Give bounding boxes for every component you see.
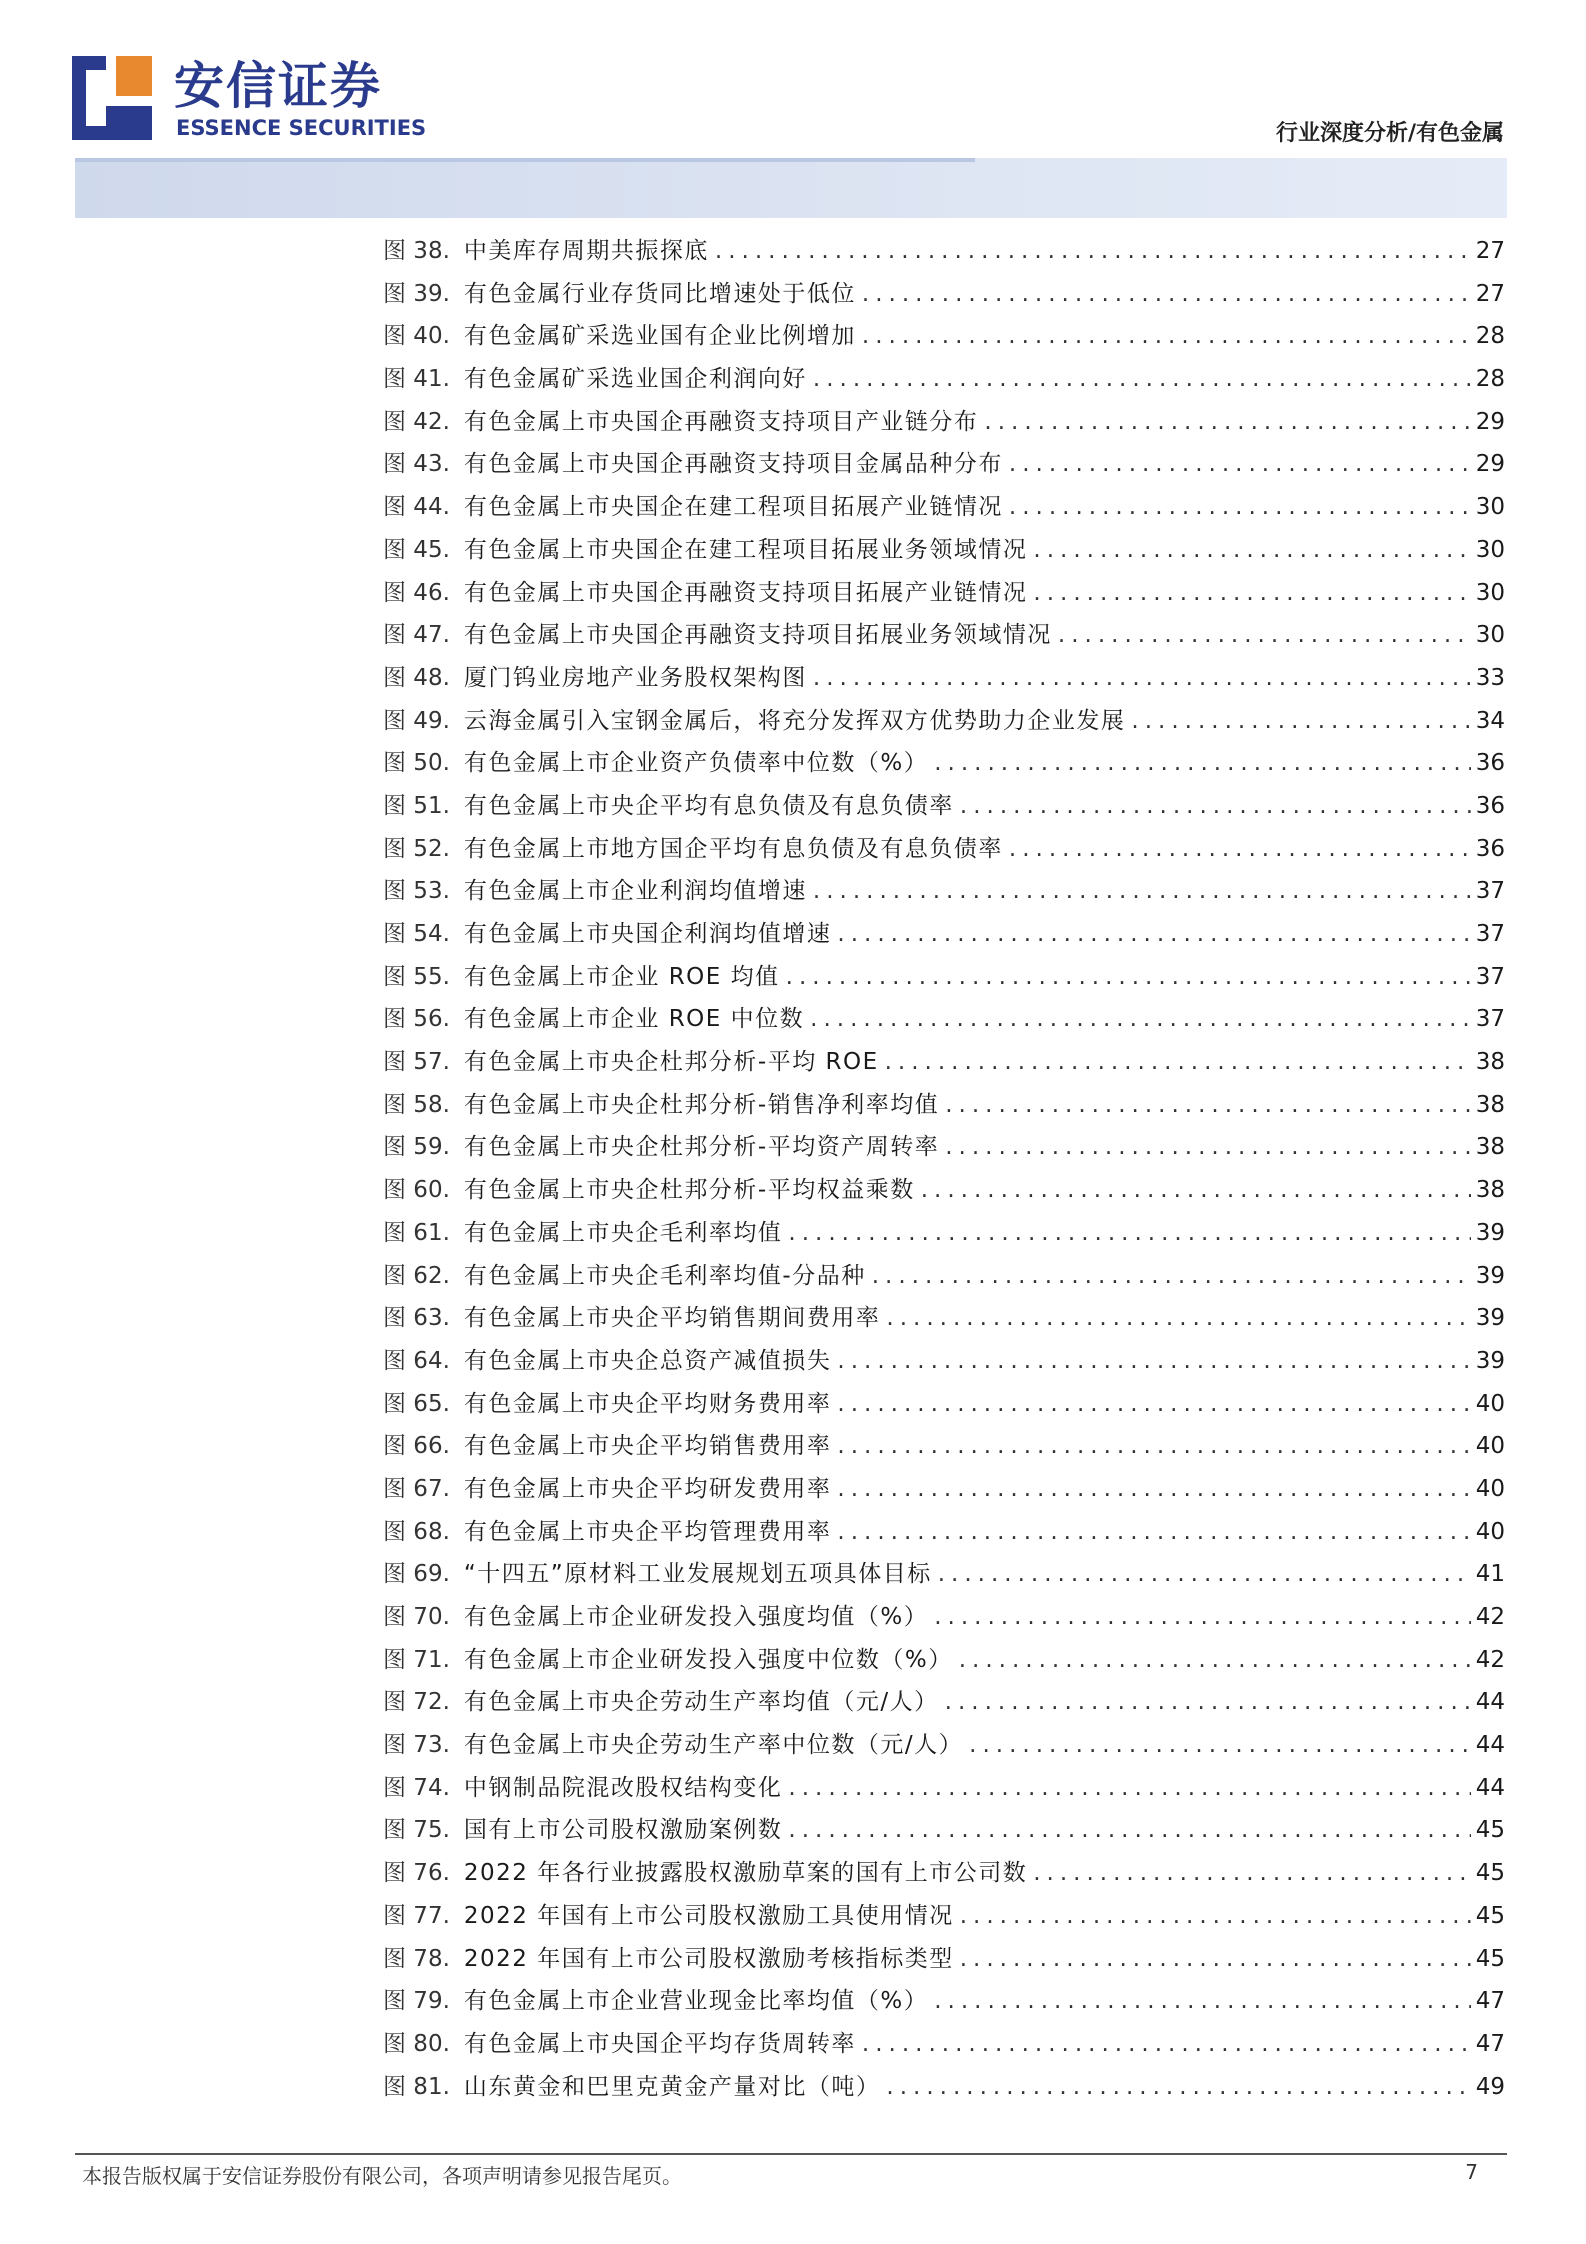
- toc-entry-label: 图 59.: [383, 1134, 450, 1161]
- toc-entry-label: 图 45.: [383, 536, 450, 563]
- toc-entry-title: 有色金属上市央企劳动生产率中位数（元/人）: [463, 1732, 964, 1759]
- toc-entry-page: 37: [1475, 878, 1505, 905]
- toc-entry-title: 有色金属上市央国企平均存货周转率: [463, 2030, 856, 2057]
- toc-entry-page: 37: [1475, 963, 1505, 990]
- toc-entry-title: “十四五”原材料工业发展规划五项具体目标: [463, 1561, 932, 1588]
- toc-entry[interactable]: [383, 828, 1505, 871]
- toc-entry-label: 图 72.: [383, 1689, 450, 1716]
- toc-entry-page: 38: [1475, 1134, 1505, 1161]
- toc-entry-label: 图 60.: [383, 1177, 450, 1204]
- toc-entry[interactable]: [383, 1596, 1505, 1639]
- toc-entry-title: 有色金属上市央企毛利率均值-分品种: [463, 1262, 866, 1289]
- toc-entry-title: 有色金属上市央企杜邦分析-平均 ROE: [463, 1049, 879, 1076]
- toc-entry-page: 30: [1475, 494, 1505, 521]
- toc-entry[interactable]: [383, 1852, 1505, 1895]
- toc-dot-leader: [856, 2023, 1471, 2066]
- toc-entry-page: 30: [1475, 536, 1505, 563]
- toc-entry-title: 有色金属上市央企平均销售费用率: [463, 1433, 832, 1460]
- toc-entry-page: 45: [1475, 1817, 1505, 1844]
- toc-entry[interactable]: [383, 1297, 1505, 1340]
- toc-entry-label: 图 41.: [383, 366, 450, 393]
- toc-entry-label: 图 50.: [383, 750, 450, 777]
- toc-entry[interactable]: [383, 1169, 1505, 1212]
- toc-entry-page: 44: [1475, 1774, 1505, 1801]
- toc-entry-title: 有色金属上市企业研发投入强度中位数（%）: [463, 1646, 953, 1673]
- toc-dot-leader: [831, 913, 1471, 956]
- toc-entry-label: 图 67.: [383, 1475, 450, 1502]
- toc-dot-leader: [954, 1938, 1471, 1981]
- toc-entry-page: 27: [1475, 280, 1505, 307]
- toc-entry[interactable]: [383, 742, 1505, 785]
- toc-entry-label: 图 80.: [383, 2030, 450, 2057]
- toc-entry-page: 33: [1475, 664, 1505, 691]
- toc-entry-page: 40: [1475, 1433, 1505, 1460]
- toc-dot-leader: [831, 1340, 1471, 1383]
- toc-dot-leader: [928, 742, 1471, 785]
- toc-entry-label: 图 42.: [383, 408, 450, 435]
- toc-entry-title: 有色金属矿采选业国企利润向好: [463, 366, 807, 393]
- toc-entry-label: 图 66.: [383, 1433, 450, 1460]
- toc-entry-page: 27: [1475, 238, 1505, 264]
- toc-dot-leader: [928, 1980, 1471, 2023]
- toc-entry-title: 有色金属上市企业营业现金比率均值（%）: [463, 1988, 929, 2015]
- toc-entry-label: 图 53.: [383, 878, 450, 905]
- toc-entry-title: 有色金属上市央企杜邦分析-平均资产周转率: [463, 1134, 940, 1161]
- toc-entry-label: 图 55.: [383, 963, 450, 990]
- toc-entry[interactable]: [383, 1681, 1505, 1724]
- toc-dot-leader: [880, 2066, 1471, 2109]
- toc-dot-leader: [954, 1895, 1471, 1938]
- toc-entry-title: 国有上市公司股权激励案例数: [463, 1817, 783, 1844]
- toc-entry-page: 38: [1475, 1091, 1505, 1118]
- toc-entry-page: 40: [1475, 1475, 1505, 1502]
- toc-entry-title: 有色金属上市央企毛利率均值: [463, 1219, 783, 1246]
- toc-entry[interactable]: [383, 443, 1505, 486]
- toc-dot-leader: [1027, 572, 1471, 615]
- logo-english-name: ESSENCE SECURITIES: [176, 116, 427, 140]
- toc-entry[interactable]: [383, 572, 1505, 615]
- toc-dot-leader: [928, 1596, 1471, 1639]
- toc-entry-label: 图 51.: [383, 792, 450, 819]
- toc-dot-leader: [782, 1809, 1471, 1852]
- toc-dot-leader: [1052, 614, 1471, 657]
- toc-dot-leader: [831, 1468, 1471, 1511]
- toc-entry-title: 中美库存周期共振探底: [463, 238, 709, 264]
- toc-entry-title: 中钢制品院混改股权结构变化: [463, 1774, 783, 1801]
- toc-entry-label: 图 52.: [383, 835, 450, 862]
- page-number: 7: [1465, 2160, 1478, 2184]
- toc-entry[interactable]: [383, 913, 1505, 956]
- toc-entry-title: 有色金属上市央国企利润均值增速: [463, 921, 832, 947]
- toc-entry[interactable]: [383, 1895, 1505, 1938]
- toc-entry-label: 图 76.: [383, 1860, 450, 1887]
- toc-entry-label: 图 43.: [383, 451, 450, 478]
- toc-entry[interactable]: [383, 785, 1505, 828]
- toc-entry[interactable]: [383, 2023, 1505, 2066]
- toc-entry[interactable]: [383, 1938, 1505, 1981]
- company-logo: [72, 56, 492, 146]
- toc-entry-label: 图 56.: [383, 1006, 450, 1033]
- toc-entry-title: 山东黄金和巴里克黄金产量对比（吨）: [463, 2073, 881, 2100]
- toc-entry[interactable]: [383, 1383, 1505, 1426]
- toc-dot-leader: [954, 785, 1471, 828]
- toc-entry[interactable]: [383, 1084, 1505, 1127]
- toc-dot-leader: [804, 998, 1471, 1041]
- toc-entry-page: 29: [1475, 408, 1505, 435]
- toc-dot-leader: [807, 657, 1471, 700]
- toc-dot-leader: [807, 870, 1471, 913]
- toc-entry-label: 图 44.: [383, 494, 450, 521]
- toc-entry[interactable]: [383, 1126, 1505, 1169]
- toc-entry-label: 图 62.: [383, 1262, 450, 1289]
- toc-dot-leader: [831, 1425, 1471, 1468]
- toc-entry[interactable]: [383, 1468, 1505, 1511]
- toc-dot-leader: [953, 1639, 1471, 1682]
- toc-entry-label: 图 61.: [383, 1219, 450, 1246]
- toc-entry-page: 47: [1475, 2030, 1505, 2057]
- toc-entry[interactable]: [383, 1340, 1505, 1383]
- toc-entry-title: 有色金属上市央企劳动生产率均值（元/人）: [463, 1689, 939, 1716]
- toc-entry[interactable]: [383, 998, 1505, 1041]
- toc-entry-label: 图 64.: [383, 1347, 450, 1374]
- toc-dot-leader: [1003, 486, 1471, 529]
- toc-entry[interactable]: [383, 401, 1505, 444]
- footer-divider: [75, 2153, 1507, 2155]
- toc-entry-label: 图 74.: [383, 1774, 450, 1801]
- toc-entry-title: 有色金属上市央国企再融资支持项目金属品种分布: [463, 451, 1003, 478]
- toc-entry-page: 36: [1475, 835, 1505, 862]
- toc-entry-page: 28: [1475, 366, 1505, 393]
- toc-entry[interactable]: [383, 1809, 1505, 1852]
- toc-entry-label: 图 40.: [383, 323, 450, 350]
- toc-entry-page: 29: [1475, 451, 1505, 478]
- toc-entry-page: 45: [1475, 1945, 1505, 1972]
- toc-entry-title: 有色金属上市央企平均有息负债及有息负债率: [463, 792, 954, 819]
- toc-entry-page: 34: [1475, 707, 1505, 734]
- toc-entry-title: 有色金属上市企业 ROE 均值: [463, 963, 780, 990]
- toc-dot-leader: [1125, 700, 1471, 743]
- toc-entry-title: 有色金属上市企业资产负债率中位数（%）: [463, 750, 929, 777]
- toc-entry[interactable]: [383, 529, 1505, 572]
- toc-dot-leader: [963, 1724, 1471, 1767]
- toc-entry[interactable]: [383, 1553, 1505, 1596]
- toc-entry-page: 28: [1475, 323, 1505, 350]
- toc-entry-page: 39: [1475, 1219, 1505, 1246]
- toc-entry-title: 有色金属上市地方国企平均有息负债及有息负债率: [463, 835, 1003, 862]
- toc-entry-page: 44: [1475, 1689, 1505, 1716]
- toc-entry[interactable]: [383, 956, 1505, 999]
- toc-entry-title: 2022 年各行业披露股权激励草案的国有上市公司数: [463, 1860, 1028, 1887]
- toc-dot-leader: [939, 1126, 1471, 1169]
- toc-entry-page: 38: [1475, 1049, 1505, 1076]
- toc-dot-leader: [807, 358, 1471, 401]
- toc-dot-leader: [782, 1767, 1471, 1810]
- toc-entry-page: 39: [1475, 1262, 1505, 1289]
- footer-disclaimer: 本报告版权属于安信证券股份有限公司，各项声明请参见报告尾页。: [82, 2164, 682, 2188]
- toc-dot-leader: [1003, 828, 1471, 871]
- toc-entry-page: 44: [1475, 1732, 1505, 1759]
- toc-entry[interactable]: [383, 657, 1505, 700]
- toc-entry[interactable]: [383, 1212, 1505, 1255]
- toc-dot-leader: [782, 1212, 1471, 1255]
- toc-entry-page: 39: [1475, 1305, 1505, 1332]
- toc-entry[interactable]: [383, 315, 1505, 358]
- toc-entry-title: 有色金属上市央国企在建工程项目拓展业务领域情况: [463, 536, 1028, 563]
- toc-entry-title: 有色金属上市央国企再融资支持项目拓展产业链情况: [463, 579, 1028, 606]
- toc-entry[interactable]: [383, 700, 1505, 743]
- toc-entry-label: 图 58.: [383, 1091, 450, 1118]
- toc-dot-leader: [879, 1041, 1471, 1084]
- logo-chinese-name: 安信证券: [174, 57, 382, 115]
- toc-dot-leader: [856, 315, 1471, 358]
- toc-entry-label: 图 70.: [383, 1604, 450, 1630]
- toc-dot-leader: [780, 956, 1471, 999]
- toc-entry-page: 40: [1475, 1518, 1505, 1545]
- toc-entry-title: 有色金属上市央企平均财务费用率: [463, 1390, 832, 1417]
- toc-entry-page: 37: [1475, 1006, 1505, 1033]
- toc-entry-label: 图 46.: [383, 579, 450, 606]
- toc-entry-label: 图 68.: [383, 1518, 450, 1545]
- toc-entry-title: 云海金属引入宝钢金属后，将充分发挥双方优势助力企业发展: [463, 707, 1126, 734]
- toc-entry[interactable]: [383, 486, 1505, 529]
- toc-entry-page: 45: [1475, 1860, 1505, 1887]
- toc-entry-label: 图 38.: [383, 238, 450, 264]
- toc-entry-page: 49: [1475, 2073, 1505, 2100]
- toc-dot-leader: [831, 1383, 1471, 1426]
- toc-entry-page: 40: [1475, 1390, 1505, 1417]
- figure-list: [383, 230, 1505, 2108]
- toc-dot-leader: [939, 1084, 1471, 1127]
- toc-entry-title: 有色金属上市央国企再融资支持项目产业链分布: [463, 408, 979, 435]
- toc-entry-label: 图 73.: [383, 1732, 450, 1759]
- toc-entry[interactable]: [383, 1511, 1505, 1554]
- toc-entry[interactable]: [383, 2066, 1505, 2109]
- header-band-accent: [75, 158, 975, 162]
- toc-entry-title: 有色金属矿采选业国有企业比例增加: [463, 323, 856, 350]
- toc-entry[interactable]: [383, 1724, 1505, 1767]
- toc-entry-title: 有色金属上市企业研发投入强度均值（%）: [463, 1604, 929, 1630]
- toc-entry-label: 图 54.: [383, 921, 450, 947]
- toc-entry-title: 有色金属上市央企平均销售期间费用率: [463, 1305, 881, 1332]
- toc-entry[interactable]: [383, 358, 1505, 401]
- toc-entry[interactable]: [383, 1639, 1505, 1682]
- toc-entry[interactable]: [383, 870, 1505, 913]
- toc-entry-label: 图 71.: [383, 1646, 450, 1673]
- toc-entry[interactable]: [383, 1980, 1505, 2023]
- toc-dot-leader: [932, 1553, 1471, 1596]
- toc-entry-label: 图 81.: [383, 2073, 450, 2100]
- header-band: [75, 158, 1507, 218]
- toc-dot-leader: [978, 401, 1471, 444]
- toc-entry-title: 有色金属上市央国企再融资支持项目拓展业务领域情况: [463, 622, 1052, 649]
- toc-entry-label: 图 63.: [383, 1305, 450, 1332]
- toc-dot-leader: [1027, 529, 1471, 572]
- toc-entry-label: 图 77.: [383, 1902, 450, 1929]
- toc-entry-title: 有色金属上市央企平均管理费用率: [463, 1518, 832, 1545]
- toc-entry-page: 42: [1475, 1646, 1505, 1673]
- toc-entry[interactable]: [383, 273, 1505, 316]
- toc-entry-title: 有色金属上市企业利润均值增速: [463, 878, 807, 905]
- toc-dot-leader: [831, 1511, 1471, 1554]
- toc-entry-title: 2022 年国有上市公司股权激励考核指标类型: [463, 1945, 954, 1972]
- toc-entry-label: 图 39.: [383, 280, 450, 307]
- toc-entry[interactable]: [383, 1767, 1505, 1810]
- toc-dot-leader: [856, 273, 1471, 316]
- toc-dot-leader: [939, 1681, 1471, 1724]
- toc-entry-page: 39: [1475, 1347, 1505, 1374]
- toc-entry-label: 图 79.: [383, 1988, 450, 2015]
- toc-entry-title: 有色金属上市企业 ROE 中位数: [463, 1006, 805, 1033]
- toc-entry-title: 厦门钨业房地产业务股权架构图: [463, 664, 807, 691]
- toc-entry-page: 36: [1475, 792, 1505, 819]
- toc-entry-page: 41: [1475, 1561, 1505, 1588]
- toc-entry-label: 图 65.: [383, 1390, 450, 1417]
- toc-entry[interactable]: [383, 1041, 1505, 1084]
- toc-entry-label: 图 47.: [383, 622, 450, 649]
- toc-dot-leader: [880, 1297, 1471, 1340]
- toc-entry-title: 有色金属上市央企平均研发费用率: [463, 1475, 832, 1502]
- toc-entry-page: 45: [1475, 1902, 1505, 1929]
- toc-entry-title: 有色金属上市央企杜邦分析-平均权益乘数: [463, 1177, 915, 1204]
- toc-entry-title: 有色金属上市央国企在建工程项目拓展产业链情况: [463, 494, 1003, 521]
- toc-entry[interactable]: [383, 1425, 1505, 1468]
- toc-entry-title: 有色金属上市央企总资产减值损失: [463, 1347, 832, 1374]
- toc-entry[interactable]: [383, 614, 1505, 657]
- report-category: 行业深度分析/有色金属: [1275, 121, 1504, 146]
- toc-entry-label: 图 78.: [383, 1945, 450, 1972]
- toc-entry-label: 图 48.: [383, 664, 450, 691]
- toc-entry-page: 38: [1475, 1177, 1505, 1204]
- toc-entry-page: 42: [1475, 1604, 1505, 1630]
- toc-entry-page: 30: [1475, 579, 1505, 606]
- toc-dot-leader: [1027, 1852, 1471, 1895]
- essence-logo-icon: [72, 56, 152, 140]
- toc-entry-page: 47: [1475, 1988, 1505, 2015]
- toc-dot-leader: [1003, 443, 1471, 486]
- toc-entry-label: 图 69.: [383, 1561, 450, 1588]
- toc-entry-title: 有色金属上市央企杜邦分析-销售净利率均值: [463, 1091, 940, 1118]
- toc-entry-page: 36: [1475, 750, 1505, 777]
- toc-entry-label: 图 49.: [383, 707, 450, 734]
- toc-entry-label: 图 57.: [383, 1049, 450, 1076]
- toc-entry-label: 图 75.: [383, 1817, 450, 1844]
- toc-dot-leader: [866, 1255, 1471, 1298]
- toc-dot-leader: [709, 230, 1471, 273]
- toc-entry[interactable]: [383, 230, 1505, 273]
- toc-entry-page: 30: [1475, 622, 1505, 649]
- toc-entry[interactable]: [383, 1255, 1505, 1298]
- toc-entry-title: 2022 年国有上市公司股权激励工具使用情况: [463, 1902, 954, 1929]
- toc-dot-leader: [915, 1169, 1471, 1212]
- toc-entry-title: 有色金属行业存货同比增速处于低位: [463, 280, 856, 307]
- toc-entry-page: 37: [1475, 921, 1505, 947]
